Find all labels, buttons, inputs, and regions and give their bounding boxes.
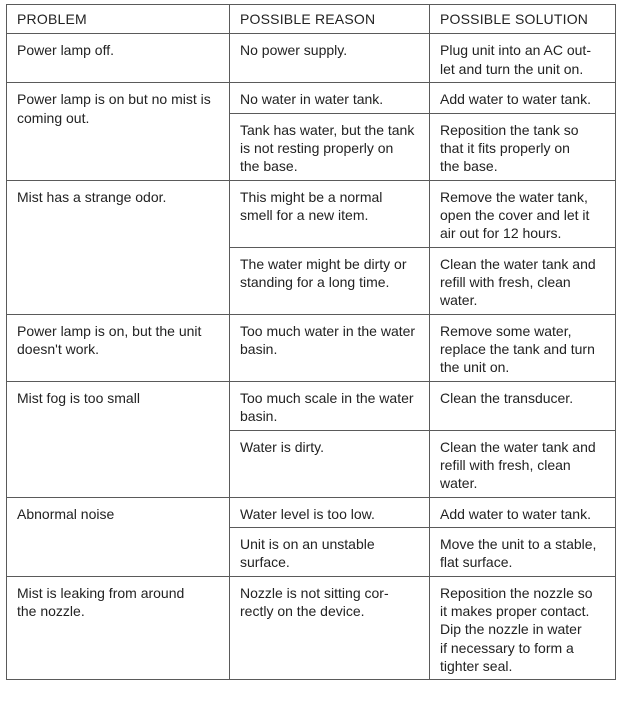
solution-cell: Plug unit into an AC out- let and turn the unit on. — [430, 34, 616, 83]
reason-cell: Water is dirty. — [230, 430, 430, 497]
table-row — [7, 83, 616, 113]
reason-cell: Nozzle is not sitting cor- rectly on the device. — [230, 576, 430, 679]
header-possible-solution: POSSIBLE SOLUTION — [430, 5, 616, 34]
table-row — [7, 34, 616, 83]
solution-cell: Add water to water tank. — [430, 83, 616, 113]
reason-cell: Water level is too low. — [230, 497, 430, 527]
problem-cell: Mist fog is too small — [7, 381, 230, 497]
solution-cell: Add water to water tank. — [430, 497, 616, 527]
solution-cell: Clean the transducer. — [430, 381, 616, 430]
table-row — [7, 180, 616, 247]
header-problem: PROBLEM — [7, 5, 230, 34]
reason-cell: The water might be dirty or standing for a long time. — [230, 247, 430, 314]
problem-cell: Mist has a strange odor. — [7, 180, 230, 314]
table-row — [7, 381, 616, 430]
solution-cell: Reposition the tank so that it fits properly on the base. — [430, 113, 616, 180]
table-row — [7, 497, 616, 527]
problem-cell: Power lamp off. — [7, 34, 230, 83]
reason-cell: Too much scale in the water basin. — [230, 381, 430, 430]
solution-cell: Reposition the nozzle so it makes proper contact. Dip the nozzle in water if necessary to form a tighter seal. — [430, 576, 616, 679]
reason-cell: This might be a normal smell for a new item. — [230, 180, 430, 247]
solution-cell: Move the unit to a stable, flat surface. — [430, 527, 616, 576]
solution-cell: Remove some water, replace the tank and turn the unit on. — [430, 314, 616, 381]
solution-cell: Remove the water tank, open the cover and let it air out for 12 hours. — [430, 180, 616, 247]
reason-cell: Too much water in the water basin. — [230, 314, 430, 381]
problem-cell: Power lamp is on, but the unit doesn't work. — [7, 314, 230, 381]
table-row — [7, 576, 616, 679]
reason-cell: Tank has water, but the tank is not resting properly on the base. — [230, 113, 430, 180]
reason-cell: No water in water tank. — [230, 83, 430, 113]
header-possible-reason: POSSIBLE REASON — [230, 5, 430, 34]
problem-cell: Mist is leaking from around the nozzle. — [7, 576, 230, 679]
solution-cell: Clean the water tank and refill with fresh, clean water. — [430, 247, 616, 314]
reason-cell: No power supply. — [230, 34, 430, 83]
table-row — [7, 314, 616, 381]
reason-cell: Unit is on an unstable surface. — [230, 527, 430, 576]
table-header-row — [7, 5, 616, 34]
troubleshooting-table — [6, 4, 616, 680]
problem-cell: Abnormal noise — [7, 497, 230, 576]
problem-cell: Power lamp is on but no mist is coming out. — [7, 83, 230, 180]
solution-cell: Clean the water tank and refill with fresh, clean water. — [430, 430, 616, 497]
